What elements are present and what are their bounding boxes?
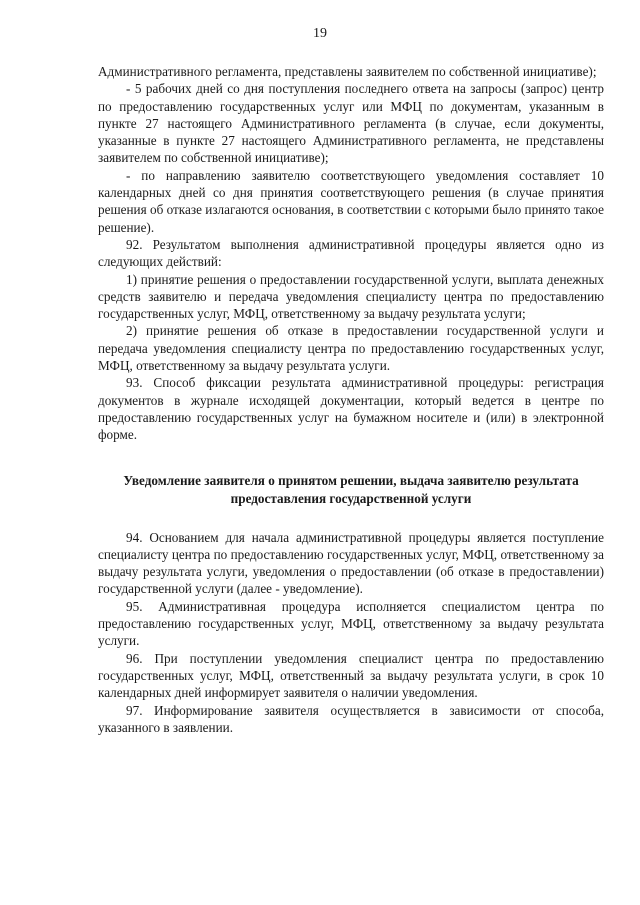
section-heading: Уведомление заявителя о принятом решении, выдача заявителю результата предоставления государственной услуги: [123, 472, 579, 506]
paragraph: 92. Результатом выполнения административной процедуры является одно из следующих действий:: [98, 236, 604, 270]
paragraph: 93. Способ фиксации результата административной процедуры: регистрация документов в журнале исходящей документации, который ведется в центре по предоставлению государственных услуг на бумажном носителе и (или) в электронной форме.: [98, 375, 604, 443]
paragraph: 94. Основанием для начала административной процедуры является поступление специалисту центра по предоставлению государственных услуг, МФЦ, ответственному за выдачу результата услуги, уведомления о предоставлении (об отказе в предоставлении) государственной услуги (далее - уведомление).: [98, 529, 604, 597]
paragraph: 2) принятие решения об отказе в предоставлении государственной услуги и передача уведомления специалисту центра по предоставлению государственных услуг, МФЦ, ответственному за выдачу результата услуги.: [98, 323, 604, 374]
paragraph: Административного регламента, представлены заявителем по собственной инициативе);: [98, 64, 597, 79]
paragraph: 95. Административная процедура исполняется специалистом центра по предоставлению государственных услуг, МФЦ, ответственному за выдачу результата услуги.: [98, 598, 604, 649]
paragraph: 97. Информирование заявителя осуществляется в зависимости от способа, указанного в заявлении.: [98, 702, 604, 735]
paragraph: 96. При поступлении уведомления специалист центра по предоставлению государственных услуг, МФЦ, ответственный за выдачу результата услуги, в срок 10 календарных дней информирует заявителя о наличии уведомления.: [98, 650, 604, 701]
paragraph: 1) принятие решения о предоставлении государственной услуги, выплата денежных средств заявителю и передача уведомления специалисту центра по предоставлению государственных услуг, МФЦ, ответственному за выдачу результата услуги;: [98, 271, 604, 322]
paragraph: - 5 рабочих дней со дня поступления последнего ответа на запросы (запрос) центр по предоставлению государственных услуг или МФЦ по документам, указанным в пункте 27 настоящего Административного регламента (в случае, если документы, указанные в пункте 27 настоящего Административного регламента, не представлены заявителем по собственной инициативе);: [98, 81, 604, 166]
page-number: 19: [313, 26, 327, 41]
document-body: [98, 63, 604, 736]
paragraph: - по направлению заявителю соответствующего уведомления составляет 10 календарных дней со дня принятия соответствующего решения (в случае принятия решения об отказе излагаются основания, в соответствии с которыми было принято такое решение).: [98, 167, 604, 235]
